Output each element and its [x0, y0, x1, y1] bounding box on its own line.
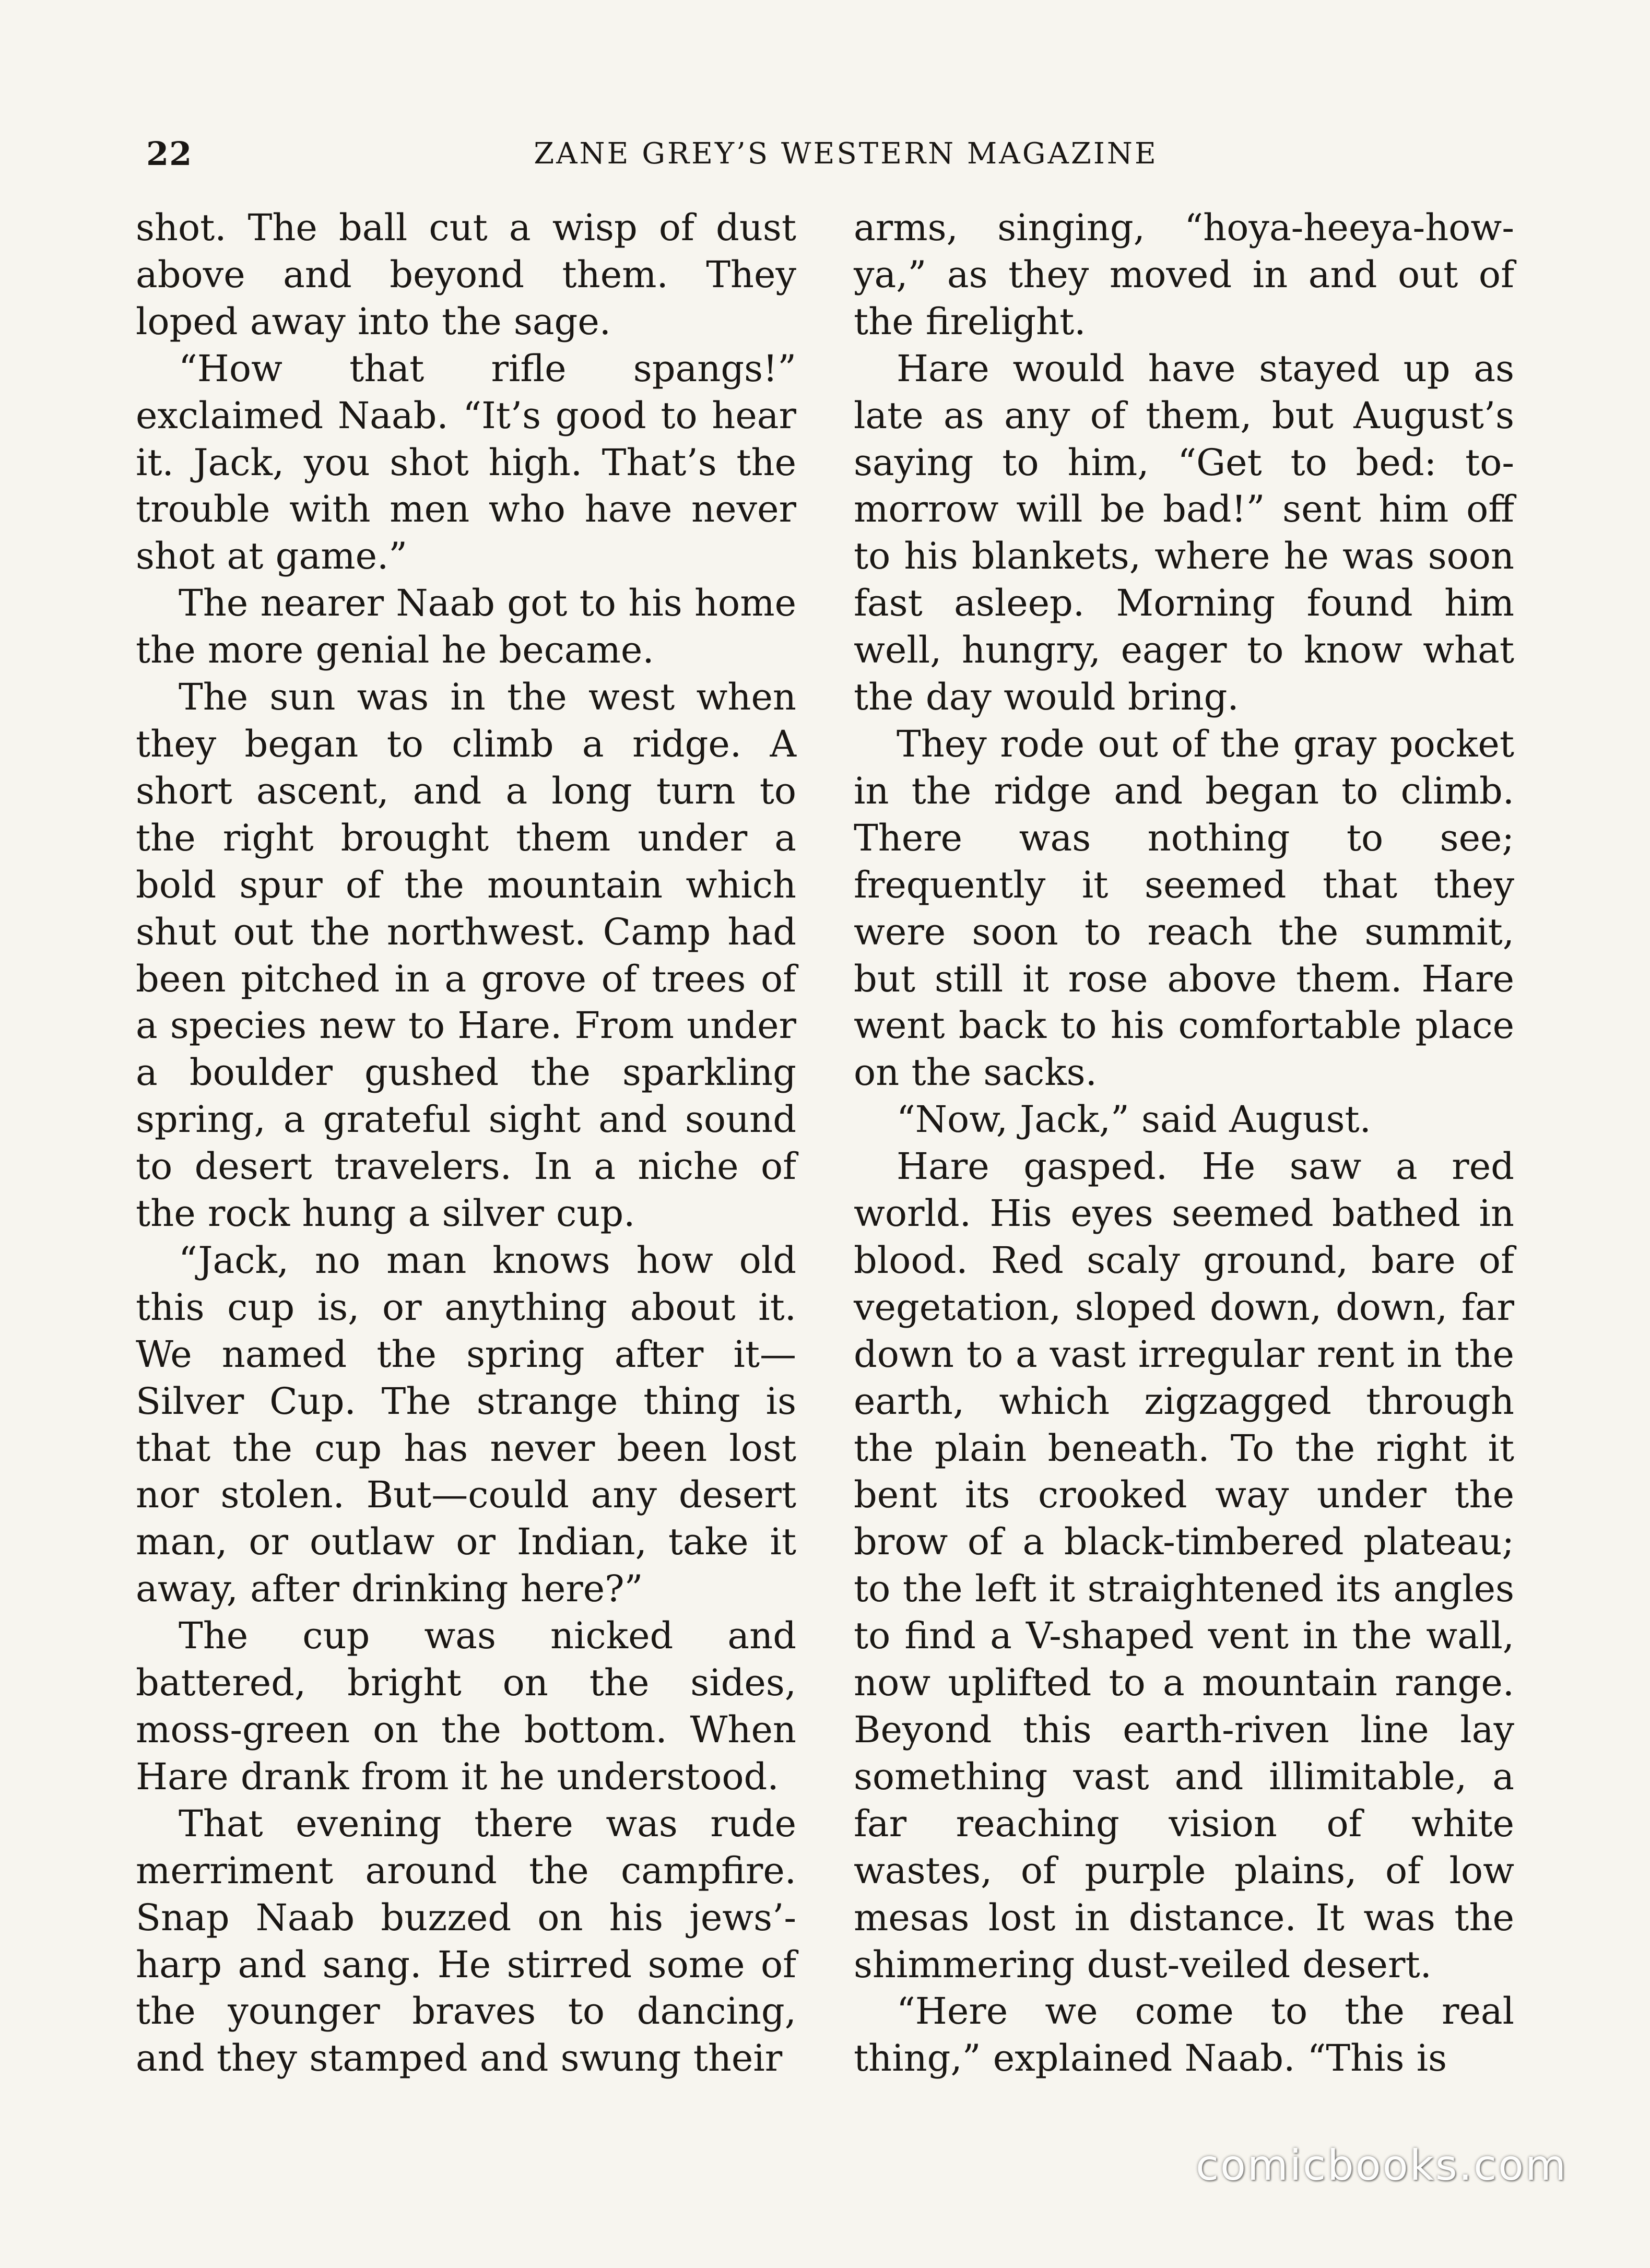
paragraph: The nearer Naab got to his home the more genial he became.: [136, 582, 796, 672]
paragraph: The cup was nicked and battered, bright on the sides, moss-green on the bottom. When Hare drank from it he understood.: [136, 1614, 796, 1798]
left-column: [136, 205, 796, 2157]
paragraph: “How that rifle spangs!” exclaimed Naab. “It’s good to hear it. Jack, you shot high. That’s the trouble with men who have never shot at game.”: [136, 347, 796, 578]
paragraph: Hare gasped. He saw a red world. His eyes seemed bathed in blood. Red scaly ground, bare of vegetation, sloped down, down, far down to a vast irregular rent in the earth, which zigzagged through the plain beneath. To the right it bent its crooked way under the brow of a black-timbered plateau; to the left it straightened its angles to find a V-shaped vent in the wall, now uplifted to a mountain range. Beyond this earth-riven line lay something vast and illimitable, a far reaching vision of white wastes, of purple plains, of low mesas lost in distance. It was the shimmering dust-veiled desert.: [854, 1145, 1514, 1986]
paragraph: arms, singing, “hoya-heeya-how-ya,” as they moved in and out of the firelight.: [854, 206, 1514, 343]
paragraph: “Jack, no man knows how old this cup is, or anything about it. We named the spring after it—Silver Cup. The strange thing is that the cup has never been lost nor stolen. But—could any desert man, or outlaw or Indian, take it away, after drinking here?”: [136, 1238, 796, 1611]
paragraph: “Now, Jack,” said August.: [897, 1098, 1371, 1141]
page-number: 22: [146, 135, 193, 173]
paragraph: Hare would have stayed up as late as any of them, but August’s saying to him, “Get to bed: to-morrow will be bad!” sent him off to his blankets, where he was soon fast asleep. Morning found him well, hungry, eager to know what the day would bring.: [854, 347, 1514, 719]
running-title: ZANE GREY’S WESTERN MAGAZINE: [534, 137, 1158, 171]
watermark: comicbooks.com: [1195, 2141, 1568, 2190]
paragraph: The sun was in the west when they began to climb a ridge. A short ascent, and a long turn to the right brought them under a bold spur of the mountain which shut out the northwest. Camp had been pitched in a grove of trees of a species new to Hare. From under a boulder gushed the sparkling spring, a grateful sight and sound to desert travelers. In a niche of the rock hung a silver cup.: [136, 676, 796, 1235]
page-header: [137, 135, 1513, 182]
paragraph: They rode out of the gray pocket in the ridge and began to climb. There was nothing to see; frequently it seemed that they were soon to reach the summit, but still it rose above them. Hare went back to his comfortable place on the sacks.: [854, 722, 1514, 1094]
paragraph: shot. The ball cut a wisp of dust above and beyond them. They loped away into the sage.: [136, 206, 796, 343]
paragraph: That evening there was rude merriment around the campfire. Snap Naab buzzed on his jews’-harp and sang. He stirred some of the younger braves to dancing, and they stamped and swung their: [136, 1802, 796, 2080]
paragraph: “Here we come to the real thing,” explained Naab. “This is: [854, 1990, 1514, 2080]
right-column: [854, 205, 1514, 2157]
